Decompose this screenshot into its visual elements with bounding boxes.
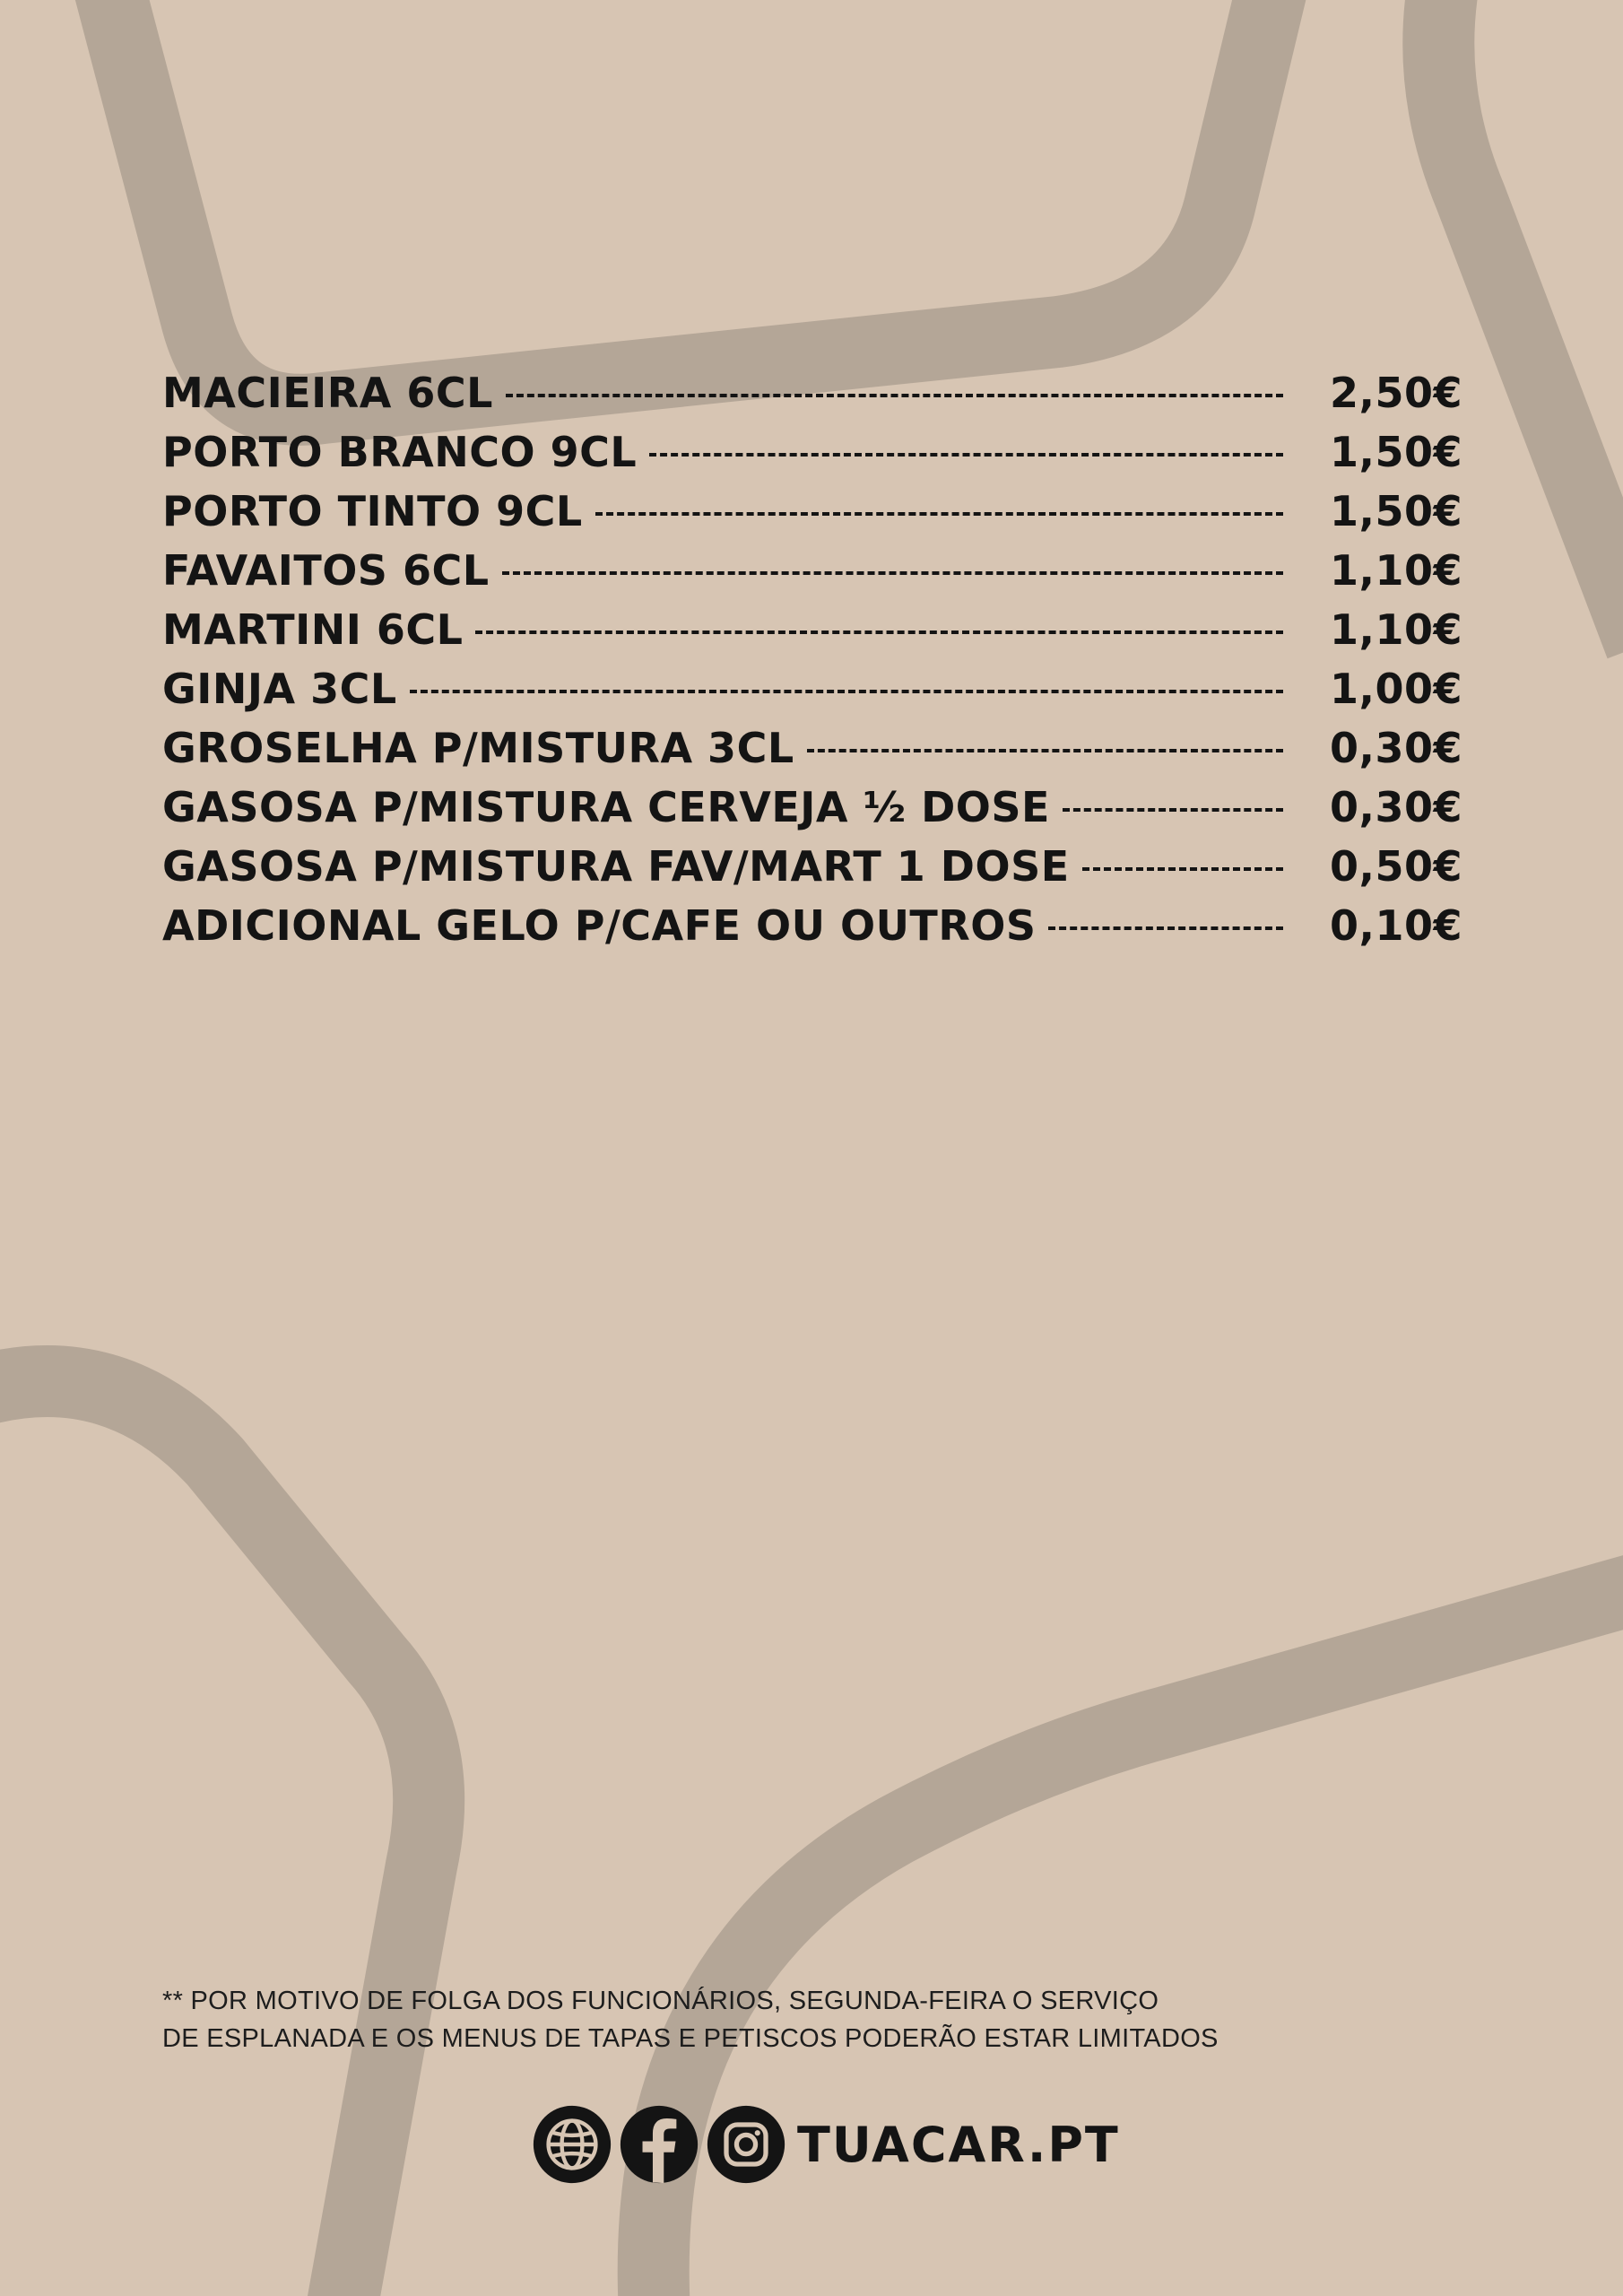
dotted-leader xyxy=(649,453,1283,457)
dotted-leader xyxy=(475,631,1283,634)
price-list xyxy=(162,363,1462,955)
menu-item xyxy=(162,541,1462,600)
item-price: 1,50€ xyxy=(1329,428,1462,476)
footnote xyxy=(162,1982,1328,2057)
footnote-line: ** POR MOTIVO DE FOLGA DOS FUNCIONÁRIOS, SEGUNDA-FEIRA O SERVIÇO xyxy=(162,1987,1159,2015)
item-name: FAVAITOS 6CL xyxy=(162,546,490,595)
item-price: 0,30€ xyxy=(1329,724,1462,772)
item-price: 2,50€ xyxy=(1329,369,1462,417)
item-price: 0,30€ xyxy=(1329,783,1462,831)
menu-item xyxy=(162,718,1462,778)
menu-item xyxy=(162,837,1462,896)
footnote-line: DE ESPLANADA E OS MENUS DE TAPAS E PETISCOS PODERÃO ESTAR LIMITADOS xyxy=(162,2024,1219,2053)
item-price: 0,50€ xyxy=(1329,842,1462,891)
item-name: GASOSA P/MISTURA FAV/MART 1 DOSE xyxy=(162,842,1070,891)
dotted-leader xyxy=(807,749,1283,752)
item-price: 0,10€ xyxy=(1329,901,1462,950)
menu-item xyxy=(162,896,1462,955)
instagram-icon[interactable] xyxy=(707,2105,785,2184)
menu-item xyxy=(162,422,1462,482)
item-price: 1,00€ xyxy=(1329,665,1462,713)
dotted-leader xyxy=(506,394,1283,397)
item-name: GROSELHA P/MISTURA 3CL xyxy=(162,724,794,772)
menu-item xyxy=(162,778,1462,837)
dotted-leader xyxy=(1048,926,1283,930)
item-name: ADICIONAL GELO P/CAFE OU OUTROS xyxy=(162,901,1037,950)
item-price: 1,10€ xyxy=(1329,546,1462,595)
menu-item xyxy=(162,363,1462,422)
social-links xyxy=(533,2104,1120,2185)
dotted-leader xyxy=(1082,867,1283,871)
globe-icon[interactable] xyxy=(533,2105,612,2184)
dotted-leader xyxy=(595,512,1283,516)
item-price: 1,50€ xyxy=(1329,487,1462,535)
item-name: PORTO TINTO 9CL xyxy=(162,487,583,535)
item-price: 1,10€ xyxy=(1329,605,1462,654)
item-name: PORTO BRANCO 9CL xyxy=(162,428,638,476)
dotted-leader xyxy=(1063,808,1283,812)
facebook-icon[interactable] xyxy=(620,2105,699,2184)
item-name: MACIEIRA 6CL xyxy=(162,369,493,417)
item-name: GASOSA P/MISTURA CERVEJA ½ DOSE xyxy=(162,783,1050,831)
menu-item xyxy=(162,482,1462,541)
dotted-leader xyxy=(502,571,1283,575)
item-name: MARTINI 6CL xyxy=(162,605,464,654)
website-link[interactable]: TUACAR.PT xyxy=(797,2116,1120,2173)
item-name: GINJA 3CL xyxy=(162,665,397,713)
menu-item xyxy=(162,600,1462,659)
dotted-leader xyxy=(410,690,1283,693)
menu-item xyxy=(162,659,1462,718)
